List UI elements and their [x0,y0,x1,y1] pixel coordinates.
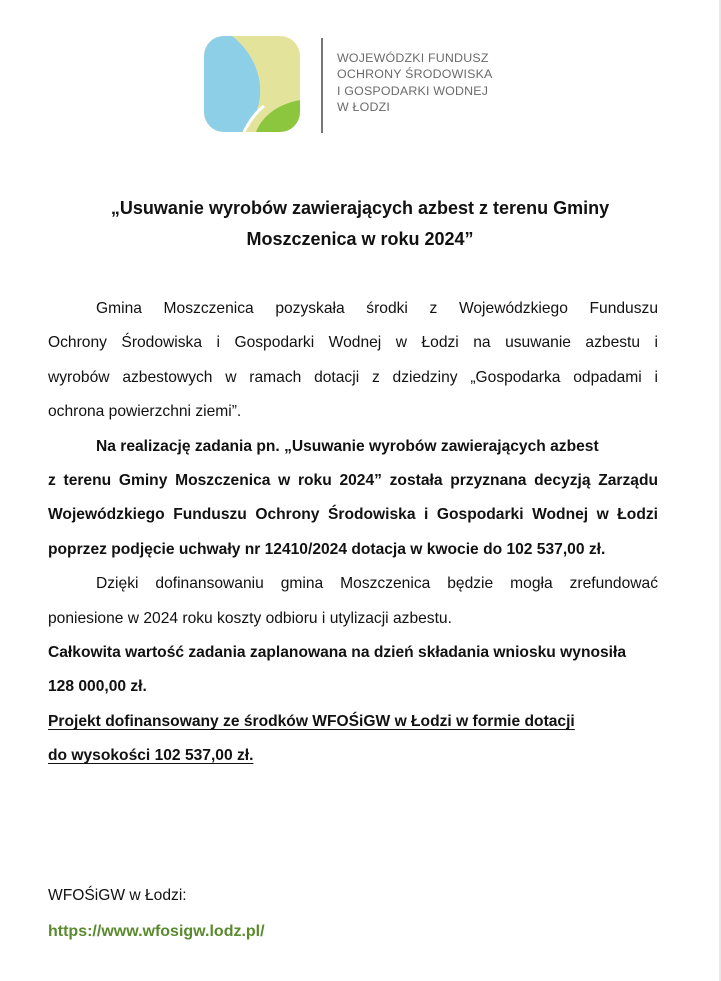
p5-line-2: do wysokości 102 537,00 zł. [48,747,254,765]
document-body [48,292,658,774]
footer-label: WFOŚiGW w Łodzi: [48,887,187,904]
p1-line-2: Ochrony Środowiska i Gospodarki Wodnej w Łodzi na usuwanie azbestu i [48,334,658,352]
p1-line-3: wyrobów azbestowych w ramach dotacji z dziedziny „Gospodarka odpadami i [48,368,658,386]
logo-line-1: WOJEWÓDZKI FUNDUSZ [337,51,489,65]
p4-line-2: 128 000,00 zł. [48,678,147,696]
p2-line-1: Na realizację zadania pn. „Usuwanie wyrobów zawierających azbest [96,437,599,455]
p3-line-1: Dzięki dofinansowaniu gmina Moszczenica będzie mogła zrefundować [96,575,658,593]
p3-line-2: poniesione w 2024 roku koszty odbioru i utylizacji azbestu. [48,609,452,627]
p5-line-1: Projekt dofinansowany ze środków WFOŚiGW w Łodzi w formie dotacji [48,712,575,730]
logo-line-4: W ŁODZI [337,100,391,115]
p2-line-3: Wojewódzkiego Funduszu Ochrony Środowiska i Gospodarki Wodnej w Łodzi [48,506,658,524]
paragraph-total-value [48,636,658,705]
wfosigw-website-link[interactable]: https://www.wfosigw.lodz.pl/ [48,923,265,940]
p4-line-1: Całkowita wartość zadania zaplanowana na dzień składania wniosku wynosiła [48,644,627,662]
title-line-2: Moszczenica w roku 2024” [246,229,474,249]
title-line-1: „Usuwanie wyrobów zawierających azbest z terenu Gminy [110,198,610,218]
wfosigw-logo [204,36,524,136]
logo-line-2: OCHRONY ŚRODOWISKA [337,67,493,82]
document-title [60,193,660,255]
p2-line-4: poprzez podjęcie uchwały nr 12410/2024 dotacja w kwocie do 102 537,00 zł. [48,540,606,558]
p1-line-1: Gmina Moszczenica pozyskała środki z Wojewódzkiego Funduszu [96,300,658,317]
paragraph-refund [48,567,658,636]
paragraph-cofinancing-note [48,705,658,774]
logo-text [337,50,527,116]
paragraph-funding-source [48,292,658,430]
p2-line-2: z terenu Gminy Moszczenica w roku 2024” została przyznana decyzją Zarządu [48,472,658,490]
logo-divider [321,38,323,133]
paragraph-grant-decision [48,430,658,568]
logo-line-3: I GOSPODARKI WODNEJ [337,83,489,98]
p1-line-4: ochrona powierzchni ziemi”. [48,403,242,421]
wfosigw-logo-icon [204,36,304,136]
